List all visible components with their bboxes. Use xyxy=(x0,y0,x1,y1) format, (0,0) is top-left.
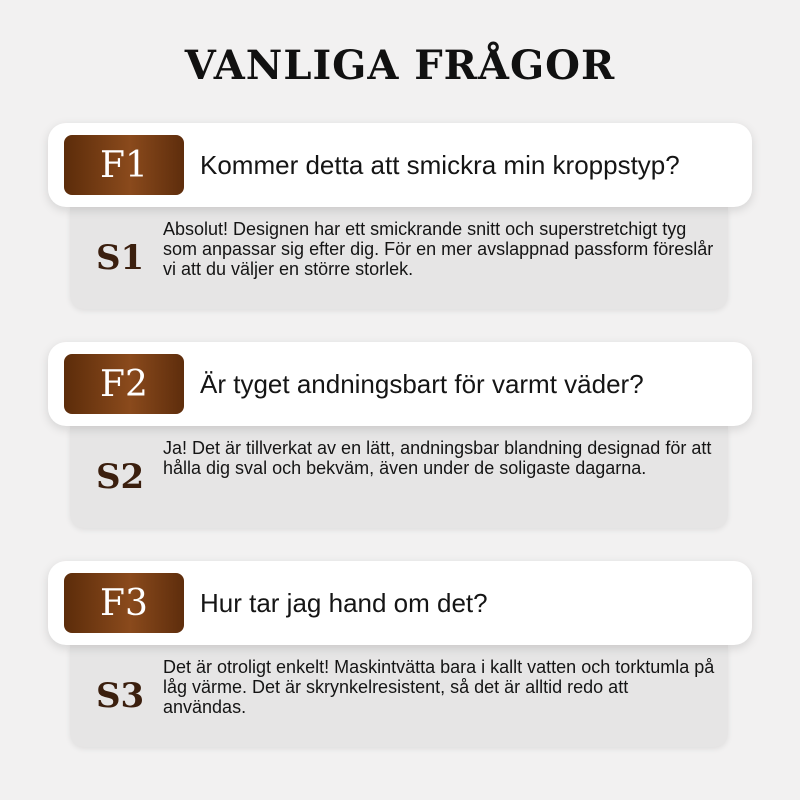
question-badge: F1 xyxy=(64,135,184,195)
question-text: Hur tar jag hand om det? xyxy=(200,587,488,618)
faq-item-3 xyxy=(48,561,752,747)
question-badge: F3 xyxy=(64,573,184,633)
question-text: Är tyget andningsbart för varmt väder? xyxy=(200,368,644,399)
question-text: Kommer detta att smickra min kroppstyp? xyxy=(200,149,680,180)
answer-card xyxy=(70,645,728,747)
answer-card xyxy=(70,207,728,309)
question-badge: F2 xyxy=(64,354,184,414)
question-card xyxy=(48,123,752,207)
answer-label: S2 xyxy=(96,457,145,497)
answer-label: S1 xyxy=(96,238,145,278)
question-card xyxy=(48,342,752,426)
faq-item-2 xyxy=(48,342,752,528)
question-card xyxy=(48,561,752,645)
faq-item-1 xyxy=(48,123,752,309)
page-title: VANLIGA FRÅGOR xyxy=(184,42,616,89)
answer-card xyxy=(70,426,728,528)
answer-text: Absolut! Designen har ett smickrande snitt och superstretchigt tyg som anpassar sig efter dig. För en mer avslappnad passform föreslår vi att du väljer en större storlek. xyxy=(163,219,714,279)
answer-text: Ja! Det är tillverkat av en lätt, andningsbar blandning designad för att hålla dig sval och bekväm, även under de soligaste dagarna. xyxy=(163,438,712,478)
answer-label: S3 xyxy=(96,676,145,716)
answer-text: Det är otroligt enkelt! Maskintvätta bara i kallt vatten och torktumla på låg värme. Det är skrynkelresistent, så det är alltid redo att användas. xyxy=(163,657,715,717)
